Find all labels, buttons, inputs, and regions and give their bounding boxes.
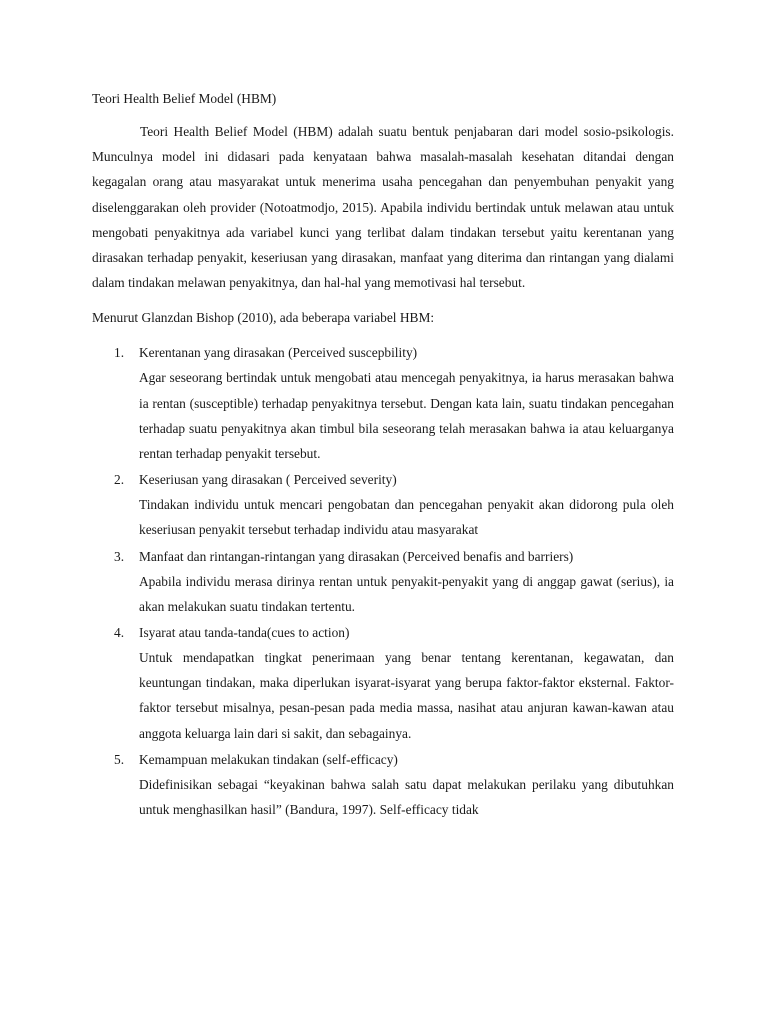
intro-paragraph: Teori Health Belief Model (HBM) adalah suatu bentuk penjabaran dari model sosio-psikologis. Munculnya model ini didasari pada kenyataan bahwa masalah-masalah kesehatan ditandai dengan kegagalan orang atau masyarakat untuk menerima usaha pencegahan dan penyembuhan penyakit yang diselenggarakan oleh provider (Notoatmodjo, 2015). Apabila individu bertindak untuk melawan atau untuk mengobati penyakitnya ada variabel kunci yang terlibat dalam tindakan tersebut yaitu kerentanan yang dirasakan terhadap penyakit, keseriusan yang dirasakan, manfaat yang diterima dan rintangan yang dialami dalam tindakan melawan penyakitnya, dan hal-hal yang memotivasi hal tersebut. [92,124,674,291]
list-item-body: Untuk mendapatkan tingkat penerimaan yang benar tentang kerentanan, kegawatan, dan keuntungan tindakan, maka diperlukan isyarat-isyarat yang berupa faktor-faktor eksternal. Faktor-faktor tersebut misalnya, pesan-pesan pada media massa, nasihat atau anjuran kawan-kawan atau anggota keluarga lain dari si sakit, dan sebagainya. [139,650,674,741]
list-item [92,467,674,542]
list-item-body: Didefinisikan sebagai “keyakinan bahwa salah satu dapat melakukan perilaku yang dibutuhkan untuk menghasilkan hasil” (Bandura, 1997). Self-efficacy tidak [139,776,674,818]
list-item-heading: Keseriusan yang dirasakan ( Perceived severity) [139,472,397,488]
list-item-body: Tindakan individu untuk mencari pengobatan dan pencegahan penyakit akan didorong pula oleh keseriusan penyakit tersebut terhadap individu atau masyarakat [139,497,674,538]
document-title: Teori Health Belief Model (HBM) [92,91,277,106]
list-item-heading: Kemampuan melakukan tindakan (self-efficacy) [139,751,398,767]
list-item-number: 5. [114,751,125,767]
list-item-number: 1. [114,345,125,361]
list-item-heading: Manfaat dan rintangan-rintangan yang dirasakan (Perceived benafis and barriers) [139,548,574,564]
lead-sentence: Menurut Glanzdan Bishop (2010), ada beberapa variabel HBM: [92,310,435,326]
document-page [92,86,674,823]
list-item-body: Agar seseorang bertindak untuk mengobati atau mencegah penyakitnya, ia harus merasakan bahwa ia rentan (susceptible) terhadap penyakitnya tersebut. Dengan kata lain, suatu tindakan pencegahan terhadap suatu penyakitnya akan timbul bila seseorang telah merasakan bahwa ia atau keluarganya rentan terhadap penyakit tersebut. [139,370,674,462]
list-item-heading: Kerentanan yang dirasakan (Perceived suscepbility) [139,345,418,361]
list-item-number: 3. [114,548,125,564]
list-item [92,340,674,466]
list-item-body: Apabila individu merasa dirinya rentan untuk penyakit-penyakit yang di anggap gawat (serius), ia akan melakukan suatu tindakan tertentu. [139,573,674,614]
hbm-variable-list [92,340,674,822]
list-item [92,747,674,822]
list-item [92,544,674,619]
list-item-number: 2. [114,472,125,488]
list-item-number: 4. [114,625,125,641]
list-item [92,620,674,746]
list-item-heading: Isyarat atau tanda-tanda(cues to action) [139,625,350,641]
